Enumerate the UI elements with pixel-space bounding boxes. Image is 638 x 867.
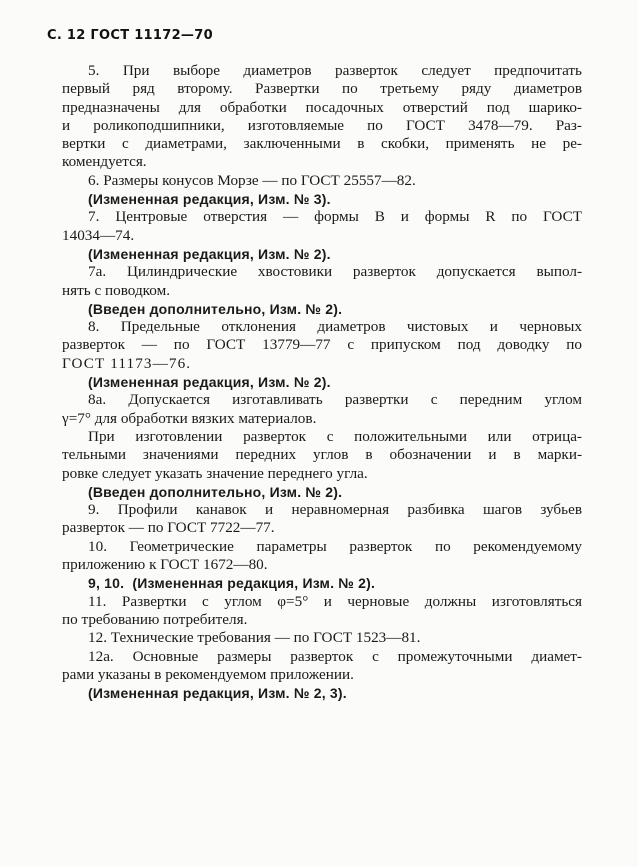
text-line: нять с поводком. bbox=[62, 281, 171, 299]
amendment-note: (Измененная редакция, Изм. № 3). bbox=[88, 191, 331, 208]
text-line: разверток — по ГОСТ 7722—77. bbox=[62, 519, 275, 537]
text-line: первый ряд второму. Развертки по третьему ряду диаметров bbox=[62, 80, 582, 98]
text-line: приложению к ГОСТ 1672—80. bbox=[62, 556, 268, 574]
amendment-note: (Измененная редакция, Изм. № 2). bbox=[88, 245, 331, 262]
text-line: При изготовлении разверток с положительными или отрица- bbox=[88, 427, 582, 445]
text-line: 9. Профили канавок и неравномерная разбивка шагов зубьев bbox=[88, 501, 582, 519]
text-line: 10. Геометрические параметры разверток по рекомендуемому bbox=[88, 537, 582, 555]
text-line: 7. Центровые отверстия — формы В и формы R по ГОСТ bbox=[88, 208, 582, 226]
text-line: 12а. Основные размеры разверток с промежуточными диамет- bbox=[88, 647, 582, 665]
text-line: 5. При выборе диаметров разверток следует предпочитать bbox=[88, 62, 582, 79]
text-line: тельными значениями передних углов в обозначении и в марки- bbox=[62, 446, 582, 464]
text-line: ровке следует указать значение переднего угла. bbox=[62, 464, 368, 482]
text-line: рами указаны в рекомендуемом приложении. bbox=[62, 665, 354, 683]
text-line: 12. Технические требования — по ГОСТ 1523—81. bbox=[88, 629, 421, 647]
text-line: 14034—74. bbox=[62, 226, 135, 244]
amendment-note: (Измененная редакция, Изм. № 2). bbox=[88, 374, 331, 391]
text-line: 8а. Допускается изготавливать развертки с передним углом bbox=[88, 391, 582, 409]
page-header: С. 12 ГОСТ 11172—70 bbox=[47, 28, 213, 43]
amendment-note: (Введен дополнительно, Изм. № 2). bbox=[88, 300, 343, 317]
text-line: 7а. Цилиндрические хвостовики разверток допускается выпол- bbox=[88, 263, 582, 281]
amendment-note: 9, 10. (Измененная редакция, Изм. № 2). bbox=[88, 575, 376, 592]
document-body bbox=[62, 62, 582, 702]
text-line: 8. Предельные отклонения диаметров чистовых и черновых bbox=[88, 318, 582, 336]
text-line: 6. Размеры конусов Морзе — по ГОСТ 25557—82. bbox=[88, 171, 416, 189]
text-line: вертки с диаметрами, заключенными в скобки, применять не ре- bbox=[62, 135, 582, 153]
text-line: 11. Развертки с углом φ=5° и черновые должны изготовляться bbox=[88, 592, 582, 610]
text-line: ГОСТ 11173—76. bbox=[62, 354, 192, 372]
text-line: комендуется. bbox=[62, 153, 147, 171]
text-line: предназначены для обработки посадочных отверстий под шарико- bbox=[62, 98, 582, 116]
text-line: разверток — по ГОСТ 13779—77 с припуском под доводку по bbox=[62, 336, 582, 354]
amendment-note: (Введен дополнительно, Изм. № 2). bbox=[88, 483, 343, 500]
text-line: γ=7° для обработки вязких материалов. bbox=[62, 409, 317, 427]
amendment-note: (Измененная редакция, Изм. № 2, 3). bbox=[88, 685, 347, 702]
text-line: по требованию потребителя. bbox=[62, 610, 248, 628]
text-line: и роликоподшипники, изготовляемые по ГОСТ 3478—79. Раз- bbox=[62, 116, 582, 134]
